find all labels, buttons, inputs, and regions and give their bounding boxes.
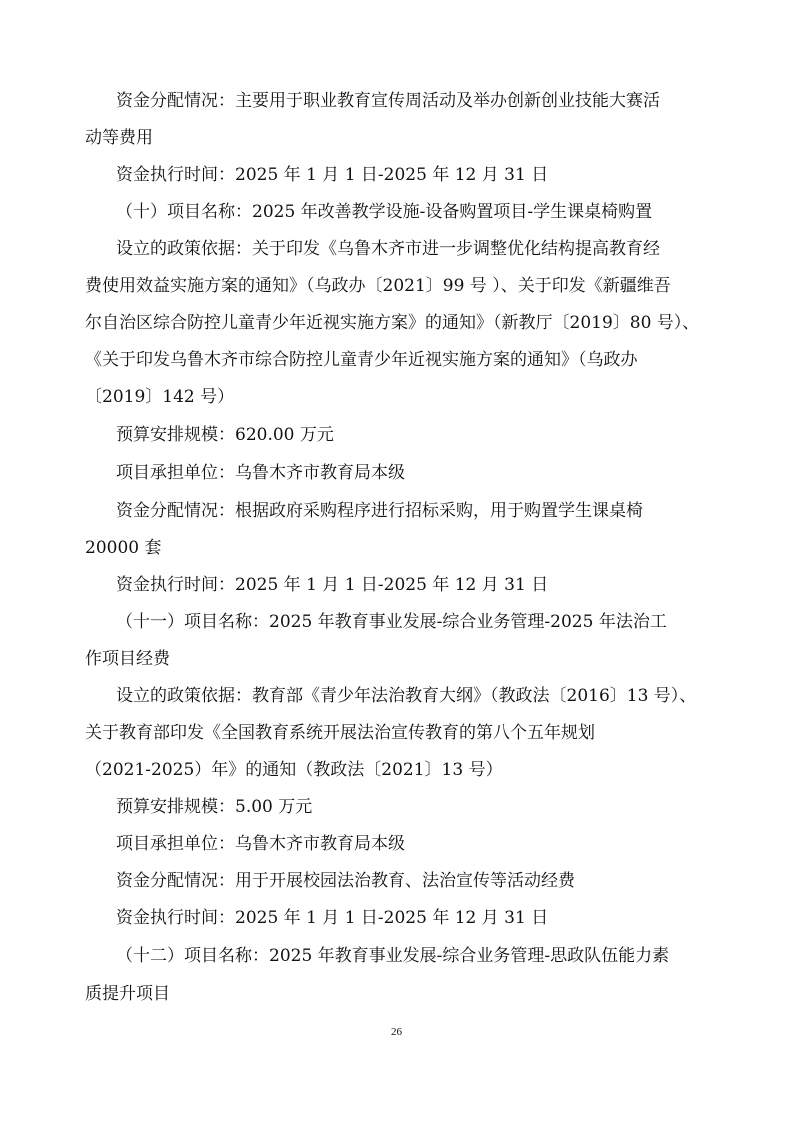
paragraph-line: 动等费用 xyxy=(85,128,153,148)
paragraph-line: 资金分配情况：根据政府采购程序进行招标采购，用于购置学生课桌椅 xyxy=(116,501,643,521)
paragraph-line: （十）项目名称：2025 年改善教学设施-设备购置项目-学生课桌椅购置 xyxy=(116,202,653,222)
paragraph-line: 预算安排规模：620.00 万元 xyxy=(116,425,334,445)
paragraph-line: 预算安排规模：5.00 万元 xyxy=(116,797,313,817)
paragraph-line: 尔自治区综合防控儿童青少年近视实施方案》的通知》（新教厅〔2019〕80 号）、 xyxy=(85,313,700,333)
paragraph-line: 资金执行时间：2025 年 1 月 1 日-2025 年 12 月 31 日 xyxy=(116,575,549,595)
paragraph-line: （2021-2025）年》的通知（教政法〔2021〕13 号） xyxy=(85,760,503,780)
paragraph-line: （十一）项目名称：2025 年教育事业发展-综合业务管理-2025 年法治工 xyxy=(116,612,667,632)
paragraph-line: 项目承担单位：乌鲁木齐市教育局本级 xyxy=(116,834,405,854)
paragraph-line: 项目承担单位：乌鲁木齐市教育局本级 xyxy=(116,463,405,483)
paragraph-line: 质提升项目 xyxy=(85,984,170,1004)
paragraph-line: 费使用效益实施方案的通知》（乌政办〔2021〕99 号 ）、关于印发《新疆维吾 xyxy=(85,276,671,296)
paragraph-line: 〔2019〕142 号） xyxy=(85,387,235,407)
page-number: 26 xyxy=(391,1026,402,1038)
paragraph-line: 资金分配情况：主要用于职业教育宣传周活动及举办创新创业技能大赛活 xyxy=(116,91,660,111)
paragraph-line: 《关于印发乌鲁木齐市综合防控儿童青少年近视实施方案的通知》（乌政办 xyxy=(85,350,638,370)
paragraph-line: 20000 套 xyxy=(85,538,162,558)
paragraph-line: 作项目经费 xyxy=(85,649,170,669)
paragraph-line: 设立的政策依据：关于印发《乌鲁木齐市进一步调整优化结构提高教育经 xyxy=(116,239,660,259)
paragraph-line: 资金执行时间：2025 年 1 月 1 日-2025 年 12 月 31 日 xyxy=(116,165,549,185)
paragraph-line: 资金执行时间：2025 年 1 月 1 日-2025 年 12 月 31 日 xyxy=(116,908,549,928)
paragraph-line: 资金分配情况：用于开展校园法治教育、法治宣传等活动经费 xyxy=(116,871,575,891)
paragraph-line: （十二）项目名称：2025 年教育事业发展-综合业务管理-思政队伍能力素 xyxy=(116,946,670,966)
paragraph-line: 关于教育部印发《全国教育系统开展法治宣传教育的第八个五年规划 xyxy=(85,723,595,743)
paragraph-line: 设立的政策依据：教育部《青少年法治教育大纲》（教政法〔2016〕13 号）、 xyxy=(116,686,697,706)
